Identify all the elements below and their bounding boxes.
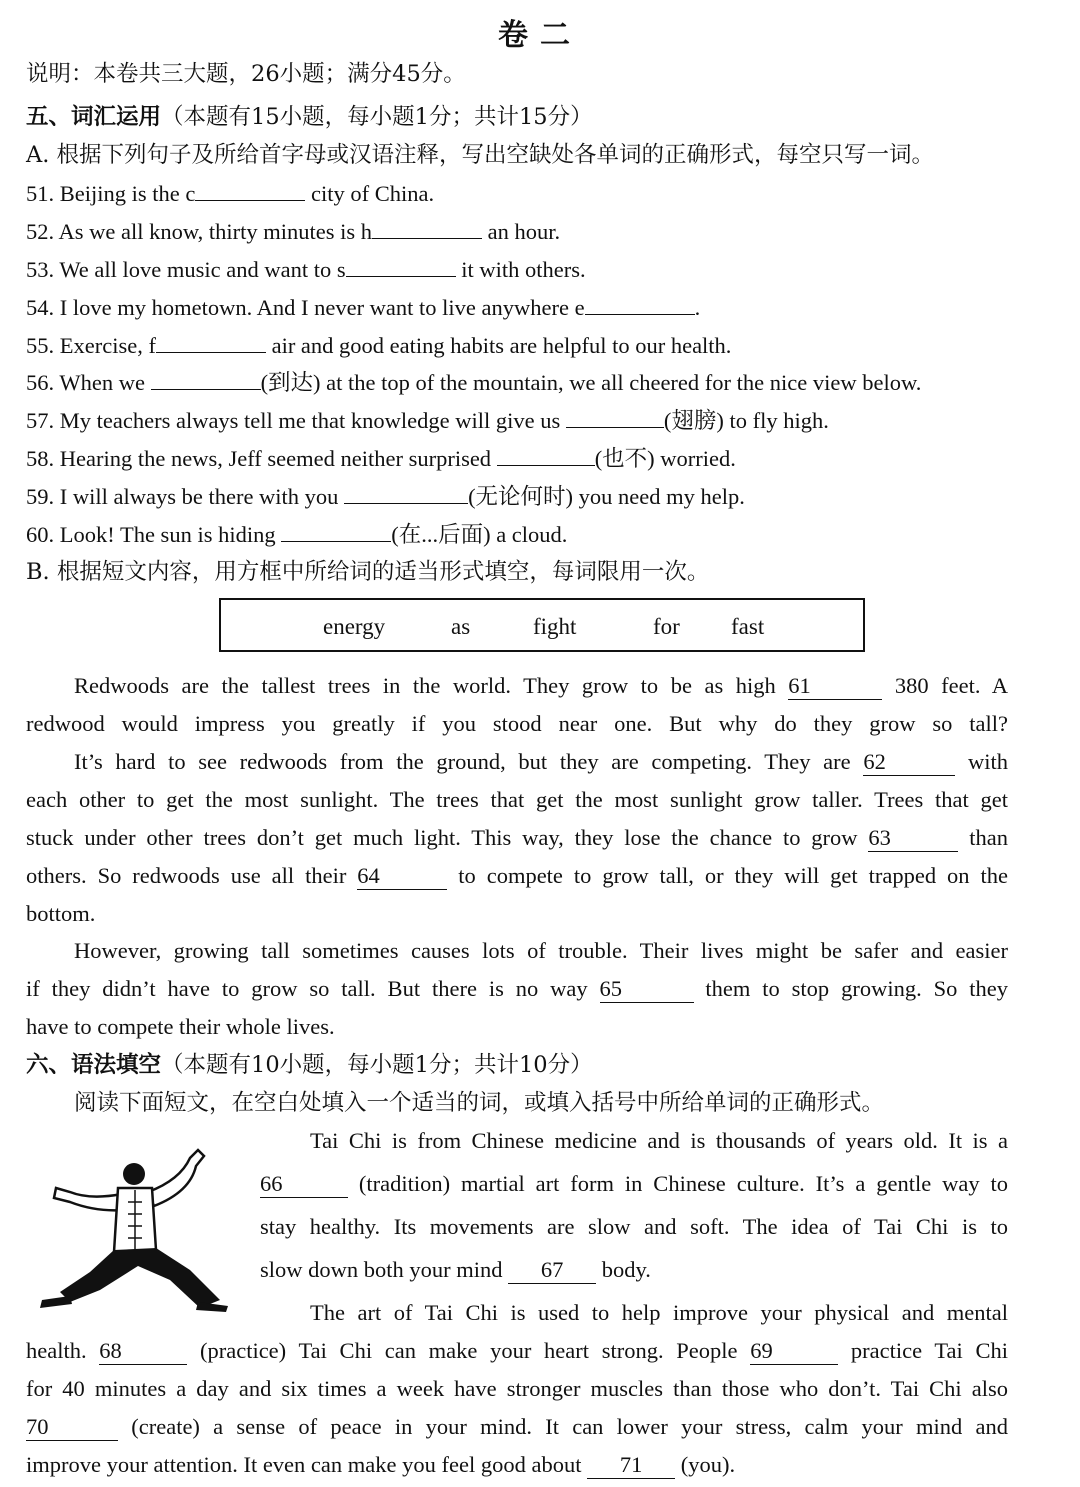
- page-title: 卷二: [498, 18, 582, 53]
- answer-blank-53[interactable]: [346, 254, 456, 277]
- passage-text: improve your attention. It even can make you feel good about: [26, 1452, 588, 1477]
- question-54: [26, 292, 1008, 324]
- passage-text: 380 feet. A: [882, 673, 1008, 698]
- question-text: it with others.: [455, 257, 586, 282]
- answer-blank-71[interactable]: 71: [587, 1452, 675, 1479]
- question-text: 54. I love my hometown. And I never want to live anywhere e: [26, 295, 585, 320]
- passage-text: stuck under other trees don’t get much light. This way, they lose the chance to grow: [26, 825, 869, 850]
- passage-text: The art of Tai Chi is used to help improve your physical and mental: [310, 1300, 1008, 1325]
- tai-chi-figure-icon: [30, 1140, 240, 1315]
- question-58: [26, 443, 1008, 475]
- section5-heading: 五、词汇运用: [26, 104, 162, 130]
- passage-text: (practice) Tai Chi can make your heart strong. People: [187, 1338, 751, 1363]
- passage-6-line: [26, 1373, 1008, 1405]
- exam-note: 说明：本卷共三大题，26小题；满分45分。: [26, 61, 466, 87]
- passage-b-line: [26, 973, 1008, 1005]
- passage-b-line: [74, 670, 1008, 702]
- passage-text: It’s hard to see redwoods from the ground, but they are competing. They are: [74, 749, 864, 774]
- part-b-instruction: B. 根据短文内容，用方框中所给词的适当形式填空，每词限用一次。: [26, 559, 710, 585]
- section6-heading-note: （本题有10小题，每小题1分；共计10分）: [161, 1052, 593, 1078]
- passage-6-line: [26, 1411, 1008, 1443]
- question-text: (到达) at the top of the mountain, we all cheered for the nice view below.: [260, 370, 922, 395]
- passage-b-line: [26, 708, 1008, 740]
- passage-text: than: [958, 825, 1008, 850]
- passage-text: have to compete their whole lives.: [26, 1014, 335, 1039]
- question-55: [26, 330, 1008, 362]
- passage-text: (tradition) martial art form in Chinese culture. It’s a gentle way to: [348, 1171, 1008, 1196]
- question-53: [26, 254, 1008, 286]
- question-text: 51. Beijing is the c: [26, 181, 196, 206]
- answer-blank-65[interactable]: 65: [600, 976, 694, 1003]
- word-for: for: [653, 614, 680, 639]
- passage-text: body.: [596, 1257, 651, 1282]
- question-59: [26, 481, 1008, 513]
- question-52: [26, 216, 1008, 248]
- question-56: [26, 367, 1008, 399]
- passage-text: them to stop growing. So they: [693, 976, 1008, 1001]
- question-text: 58. Hearing the news, Jeff seemed neither surprised: [26, 446, 497, 471]
- answer-blank-69[interactable]: 69: [750, 1338, 838, 1365]
- question-text: 57. My teachers always tell me that knowledge will give us: [26, 408, 566, 433]
- passage-text: if they didn’t have to grow so tall. But there is no way: [26, 976, 600, 1001]
- answer-blank-63[interactable]: 63: [868, 825, 958, 852]
- answer-blank-62[interactable]: 62: [863, 749, 955, 776]
- passage-b-line: [26, 860, 1008, 892]
- passage-text: (create) a sense of peace in your mind. It can lower your stress, calm your mind and: [118, 1414, 1008, 1439]
- question-text: 59. I will always be there with you: [26, 484, 345, 509]
- passage-b-line: [26, 822, 1008, 854]
- passage-text: to compete to grow tall, or they will get trapped on the: [447, 863, 1008, 888]
- passage-text: Redwoods are the tallest trees in the world. They grow to be as high: [74, 673, 789, 698]
- question-57: [26, 405, 1008, 437]
- passage-text: stay healthy. Its movements are slow and soft. The idea of Tai Chi is to: [260, 1214, 1008, 1239]
- passage-text: for 40 minutes a day and six times a week have stronger muscles than those who don’t. Tai Chi also: [26, 1376, 1008, 1401]
- question-text: (无论何时) you need my help.: [468, 484, 745, 509]
- passage-6-line: [260, 1168, 1008, 1200]
- question-text: (翅膀) to fly high.: [663, 408, 829, 433]
- answer-blank-64[interactable]: 64: [357, 863, 447, 890]
- passage-text: slow down both your mind: [260, 1257, 509, 1282]
- question-text: 56. When we: [26, 370, 151, 395]
- answer-blank-61[interactable]: 61: [788, 673, 882, 700]
- part-a-instruction: A. 根据下列句子及所给首字母或汉语注释，写出空缺处各单词的正确形式，每空只写一词。: [26, 142, 935, 168]
- answer-blank-67[interactable]: 67: [508, 1257, 596, 1284]
- passage-text: with: [955, 749, 1008, 774]
- passage-b-line: [74, 746, 1008, 778]
- answer-blank-58[interactable]: [497, 443, 595, 466]
- section6-instruction: 阅读下面短文，在空白处填入一个适当的词，或填入括号中所给单词的正确形式。: [74, 1090, 885, 1116]
- question-text: (也不) worried.: [594, 446, 736, 471]
- passage-6-line: [26, 1449, 1008, 1481]
- passage-6-line: [26, 1335, 1008, 1367]
- section6-heading-row: [26, 1049, 1008, 1081]
- passage-b-line: [26, 1011, 1008, 1043]
- answer-blank-60[interactable]: [281, 519, 391, 542]
- passage-text: bottom.: [26, 901, 96, 926]
- passage-6-line: [260, 1254, 1008, 1286]
- question-text: 52. As we all know, thirty minutes is h: [26, 219, 373, 244]
- section5-heading-note: （本题有15小题，每小题1分；共计15分）: [161, 104, 593, 130]
- question-text: 53. We all love music and want to s: [26, 257, 346, 282]
- passage-text: each other to get the most sunlight. The trees that get the most sunlight grow taller. Trees that get: [26, 787, 1008, 812]
- passage-text: redwood would impress you greatly if you stood near one. But why do they grow so tall?: [26, 711, 1008, 736]
- answer-blank-52[interactable]: [372, 216, 482, 239]
- passage-text: practice Tai Chi: [838, 1338, 1008, 1363]
- question-text: air and good eating habits are helpful to our health.: [265, 333, 732, 358]
- word-fight: fight: [533, 614, 577, 639]
- answer-blank-51[interactable]: [195, 178, 305, 201]
- answer-blank-54[interactable]: [585, 292, 695, 315]
- question-text: .: [694, 295, 701, 320]
- section5-heading-row: [26, 101, 1008, 133]
- passage-6-line: [310, 1297, 1008, 1329]
- passage-text: (you).: [675, 1452, 736, 1477]
- question-text: (在...后面) a cloud.: [391, 522, 568, 547]
- word-energy: energy: [323, 614, 386, 639]
- answer-blank-59[interactable]: [344, 481, 468, 504]
- answer-blank-56[interactable]: [151, 367, 261, 390]
- question-text: 55. Exercise, f: [26, 333, 156, 358]
- passage-b-line: [26, 898, 1008, 930]
- answer-blank-55[interactable]: [156, 330, 266, 353]
- passage-text: However, growing tall sometimes causes lots of trouble. Their lives might be safer and easier: [74, 938, 1008, 963]
- question-60: [26, 519, 1008, 551]
- passage-6-line: [310, 1125, 1008, 1157]
- question-text: 60. Look! The sun is hiding: [26, 522, 282, 547]
- passage-b-line: [26, 784, 1008, 816]
- word-as: as: [451, 614, 471, 639]
- passage-text: health.: [26, 1338, 100, 1363]
- answer-blank-66[interactable]: 66: [260, 1171, 348, 1198]
- answer-blank-70[interactable]: 70: [26, 1414, 118, 1441]
- question-text: an hour.: [482, 219, 561, 244]
- answer-blank-57[interactable]: [566, 405, 664, 428]
- section6-heading: 六、语法填空: [26, 1052, 162, 1078]
- question-51: [26, 178, 1008, 210]
- passage-b-line: [74, 935, 1008, 967]
- word-box: [219, 598, 865, 652]
- word-fast: fast: [731, 614, 765, 639]
- question-text: city of China.: [305, 181, 435, 206]
- answer-blank-68[interactable]: 68: [99, 1338, 187, 1365]
- passage-text: Tai Chi is from Chinese medicine and is thousands of years old. It is a: [310, 1128, 1008, 1153]
- passage-text: others. So redwoods use all their: [26, 863, 358, 888]
- passage-6-line: [260, 1211, 1008, 1243]
